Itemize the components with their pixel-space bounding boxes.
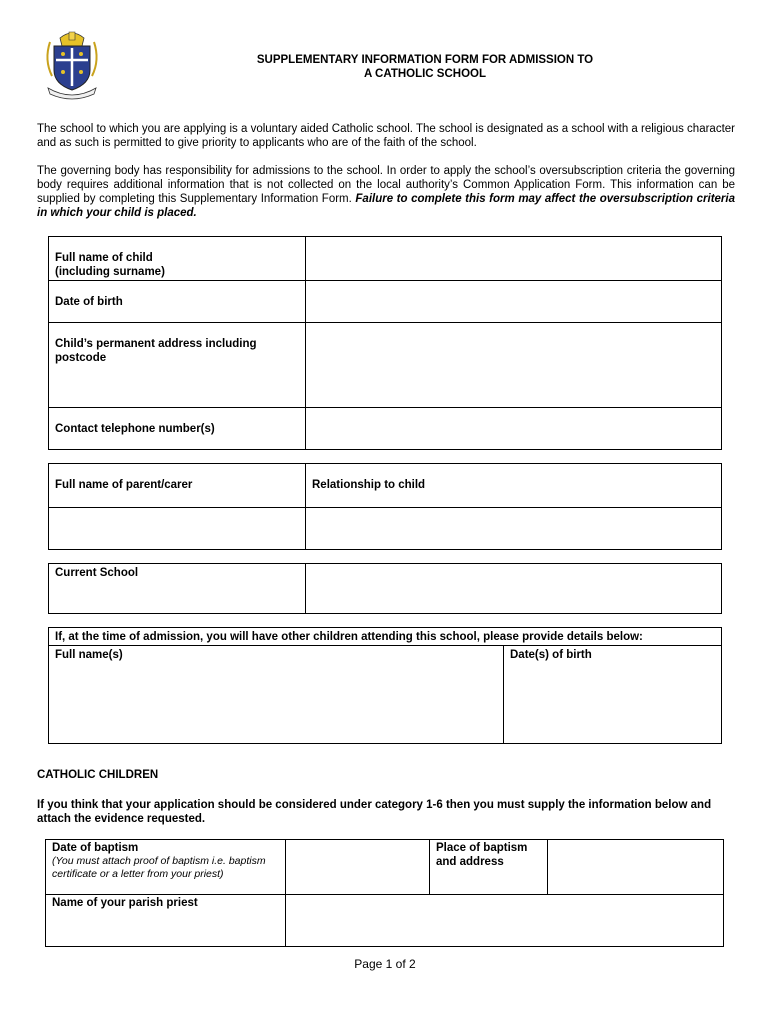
parish-priest-label: Name of your parish priest: [46, 895, 286, 947]
baptism-place-label-line-2: and address: [436, 856, 504, 868]
parent-table: [48, 463, 722, 550]
title-line-2: A CATHOLIC SCHOOL: [363, 68, 487, 80]
form-title: [150, 53, 700, 81]
catholic-children-heading: CATHOLIC CHILDREN: [37, 769, 159, 781]
child-name-label-line-1: Full name of child: [55, 252, 153, 264]
sibling-names-label: Full name(s): [55, 649, 123, 661]
baptism-date-label: [46, 840, 286, 895]
diocese-crest-logo: [42, 30, 102, 100]
intro-paragraph-2: [37, 164, 735, 220]
page-number: Page 1 of 2: [354, 957, 416, 971]
intro-paragraph-2-text: The governing body has responsibility for admissions to the school. In order to apply the school’s oversubscription criteria the governing body requires additional information that is not collected on the local authority’s Common Application Form. This information can be supplied by completing this Supplementary Information Form.: [37, 165, 735, 205]
address-field[interactable]: [306, 323, 722, 408]
current-school-table: [48, 563, 722, 614]
intro-paragraph-1: The school to which you are applying is a voluntary aided Catholic school. The school is designated as a school with a religious character and as such is permitted to give priority to applicants who are of the faith of the school.: [37, 123, 735, 149]
current-school-field[interactable]: [306, 564, 722, 614]
child-name-label: [49, 237, 306, 281]
intro-warning: Failure to complete this form may affect the oversubscription criteria in which your child is placed.: [37, 193, 735, 219]
dob-label: Date of birth: [49, 281, 306, 323]
child-name-field[interactable]: [306, 237, 722, 281]
siblings-instruction: If, at the time of admission, you will have other children attending this school, please provide details below:: [49, 628, 722, 646]
sibling-names-field[interactable]: [49, 646, 504, 744]
baptism-table: [45, 839, 724, 947]
dob-field[interactable]: [306, 281, 722, 323]
child-name-label-line-2: (including surname): [55, 266, 165, 278]
catholic-instruction: If you think that your application should be considered under category 1-6 then you must supply the information below and attach the evidence requested.: [37, 799, 712, 825]
sibling-dobs-field[interactable]: [504, 646, 722, 744]
baptism-date-field[interactable]: [286, 840, 430, 895]
title-line-1: SUPPLEMENTARY INFORMATION FORM FOR ADMISSION TO: [256, 54, 594, 66]
baptism-place-label-line-1: Place of baptism: [436, 842, 528, 854]
relationship-label: Relationship to child: [306, 464, 722, 508]
current-school-label: Current School: [49, 564, 306, 614]
sibling-dobs-label: Date(s) of birth: [510, 649, 592, 661]
child-details-table: [48, 236, 722, 450]
parish-priest-field[interactable]: [286, 895, 724, 947]
baptism-place-field[interactable]: [548, 840, 724, 895]
baptism-place-label: [430, 840, 548, 895]
siblings-table: [48, 627, 722, 744]
baptism-proof-note: (You must attach proof of baptism i.e. baptism certificate or a letter from your priest): [52, 855, 266, 880]
phone-field[interactable]: [306, 408, 722, 450]
parent-name-field[interactable]: [49, 508, 306, 550]
relationship-field[interactable]: [306, 508, 722, 550]
baptism-date-title: Date of baptism: [52, 842, 139, 854]
parent-name-label: Full name of parent/carer: [49, 464, 306, 508]
address-label: [49, 323, 306, 408]
address-label-line-1: Child’s permanent address including: [55, 338, 257, 350]
address-label-line-2: postcode: [55, 352, 107, 364]
phone-label: Contact telephone number(s): [49, 408, 306, 450]
